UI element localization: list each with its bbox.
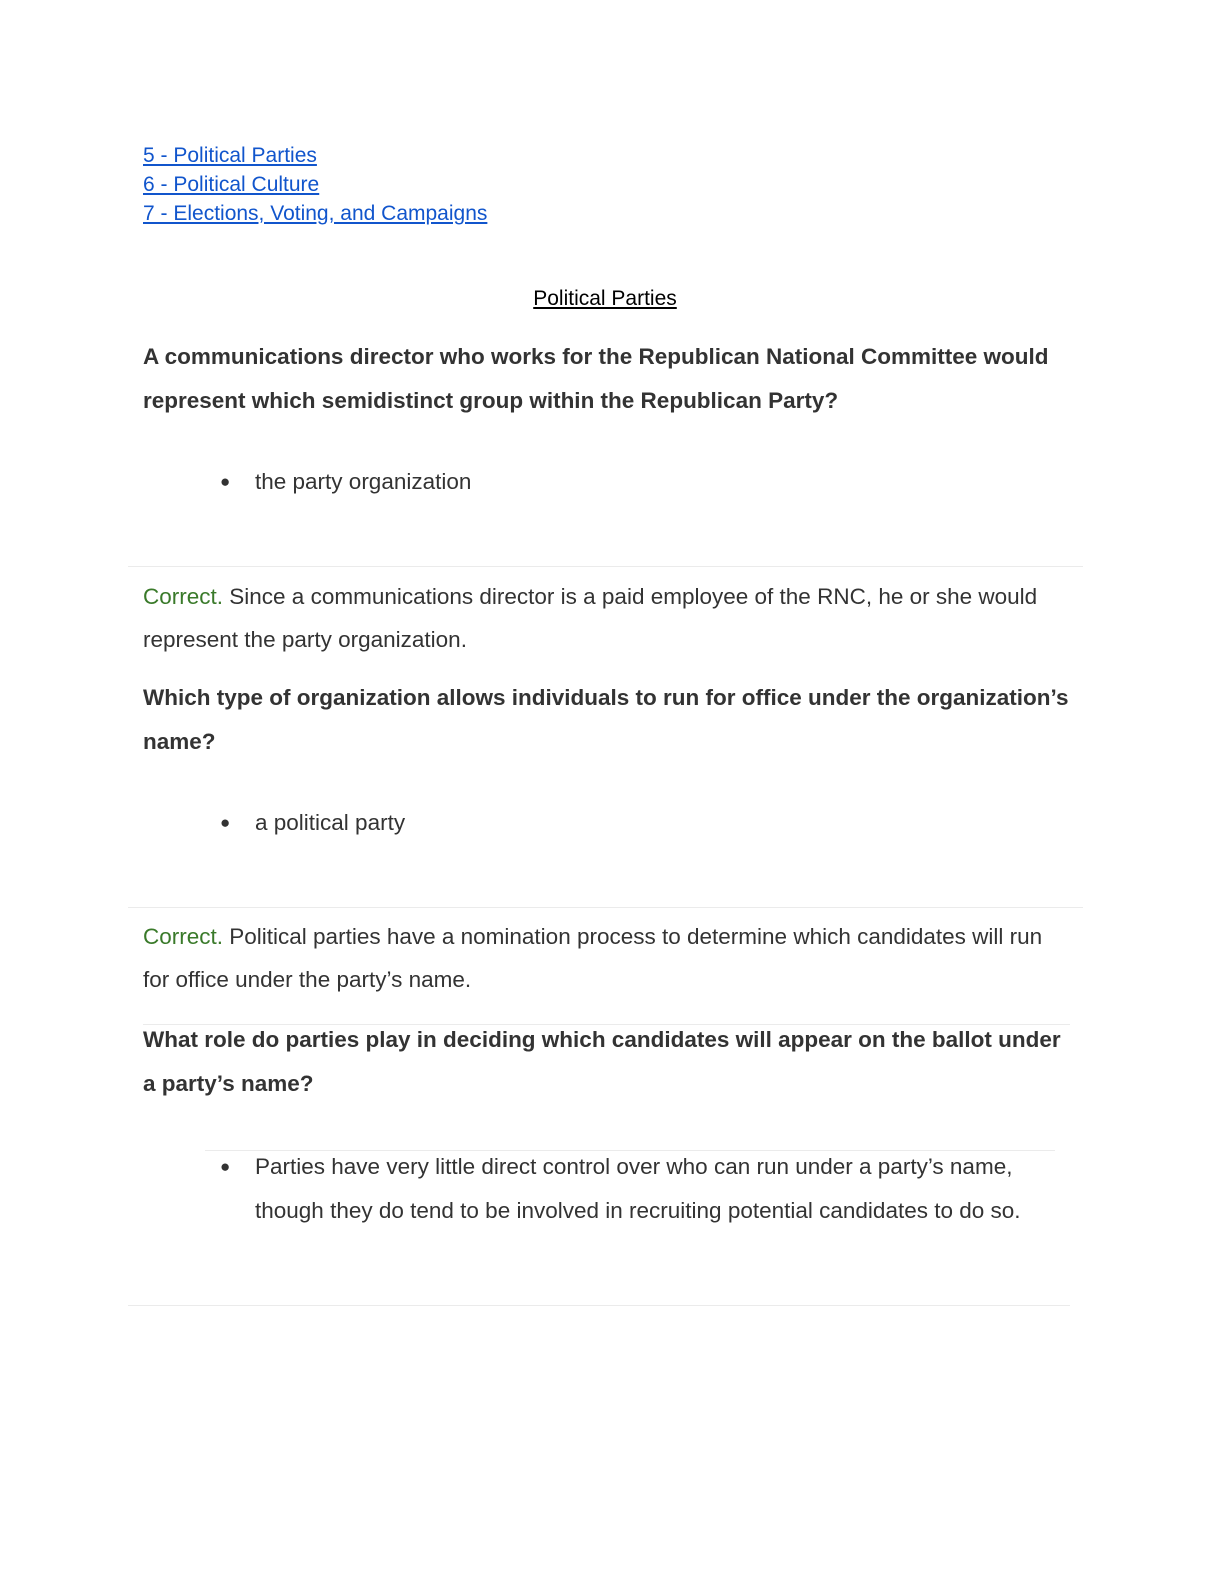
- feedback-2-text: Political parties have a nomination process to determine which candidates will run for office under the party’s name.: [143, 924, 1043, 992]
- divider: [128, 907, 1083, 908]
- question-2: Which type of organization allows individuals to run for office under the organization’s name?: [143, 685, 1069, 754]
- chapter-links: [143, 141, 487, 228]
- feedback-1: [143, 575, 1073, 661]
- feedback-1-text: Since a communications director is a paid employee of the RNC, he or she would represent the party organization.: [143, 584, 1038, 652]
- divider: [128, 566, 1083, 567]
- link-chapter-7[interactable]: 7 - Elections, Voting, and Campaigns: [143, 202, 488, 225]
- bullet-icon: ●: [220, 472, 231, 491]
- feedback-2: [143, 915, 1073, 1001]
- answer-2: [220, 801, 1070, 845]
- answer-3: [220, 1145, 1050, 1233]
- question-1: A communications director who works for the Republican National Committee would represent which semidistinct group within the Republican Party?: [143, 344, 1049, 413]
- link-chapter-5[interactable]: 5 - Political Parties: [143, 144, 317, 167]
- bullet-icon: ●: [220, 1157, 231, 1176]
- section-title-text: Political Parties: [533, 287, 677, 310]
- answer-2-text: a political party: [255, 810, 406, 835]
- feedback-1-label: Correct.: [143, 584, 224, 609]
- divider: [128, 1305, 1070, 1306]
- link-chapter-6[interactable]: 6 - Political Culture: [143, 173, 320, 196]
- section-title: [0, 284, 1210, 313]
- answer-3-text: Parties have very little direct control over who can run under a party’s name, though they do tend to be involved in recruiting potential candidates to do so.: [255, 1154, 1021, 1223]
- question-3: What role do parties play in deciding which candidates will appear on the ballot under a party’s name?: [143, 1027, 1061, 1096]
- feedback-2-label: Correct.: [143, 924, 224, 949]
- answer-1: [220, 460, 1070, 504]
- bullet-icon: ●: [220, 813, 231, 832]
- answer-1-text: the party organization: [255, 469, 472, 494]
